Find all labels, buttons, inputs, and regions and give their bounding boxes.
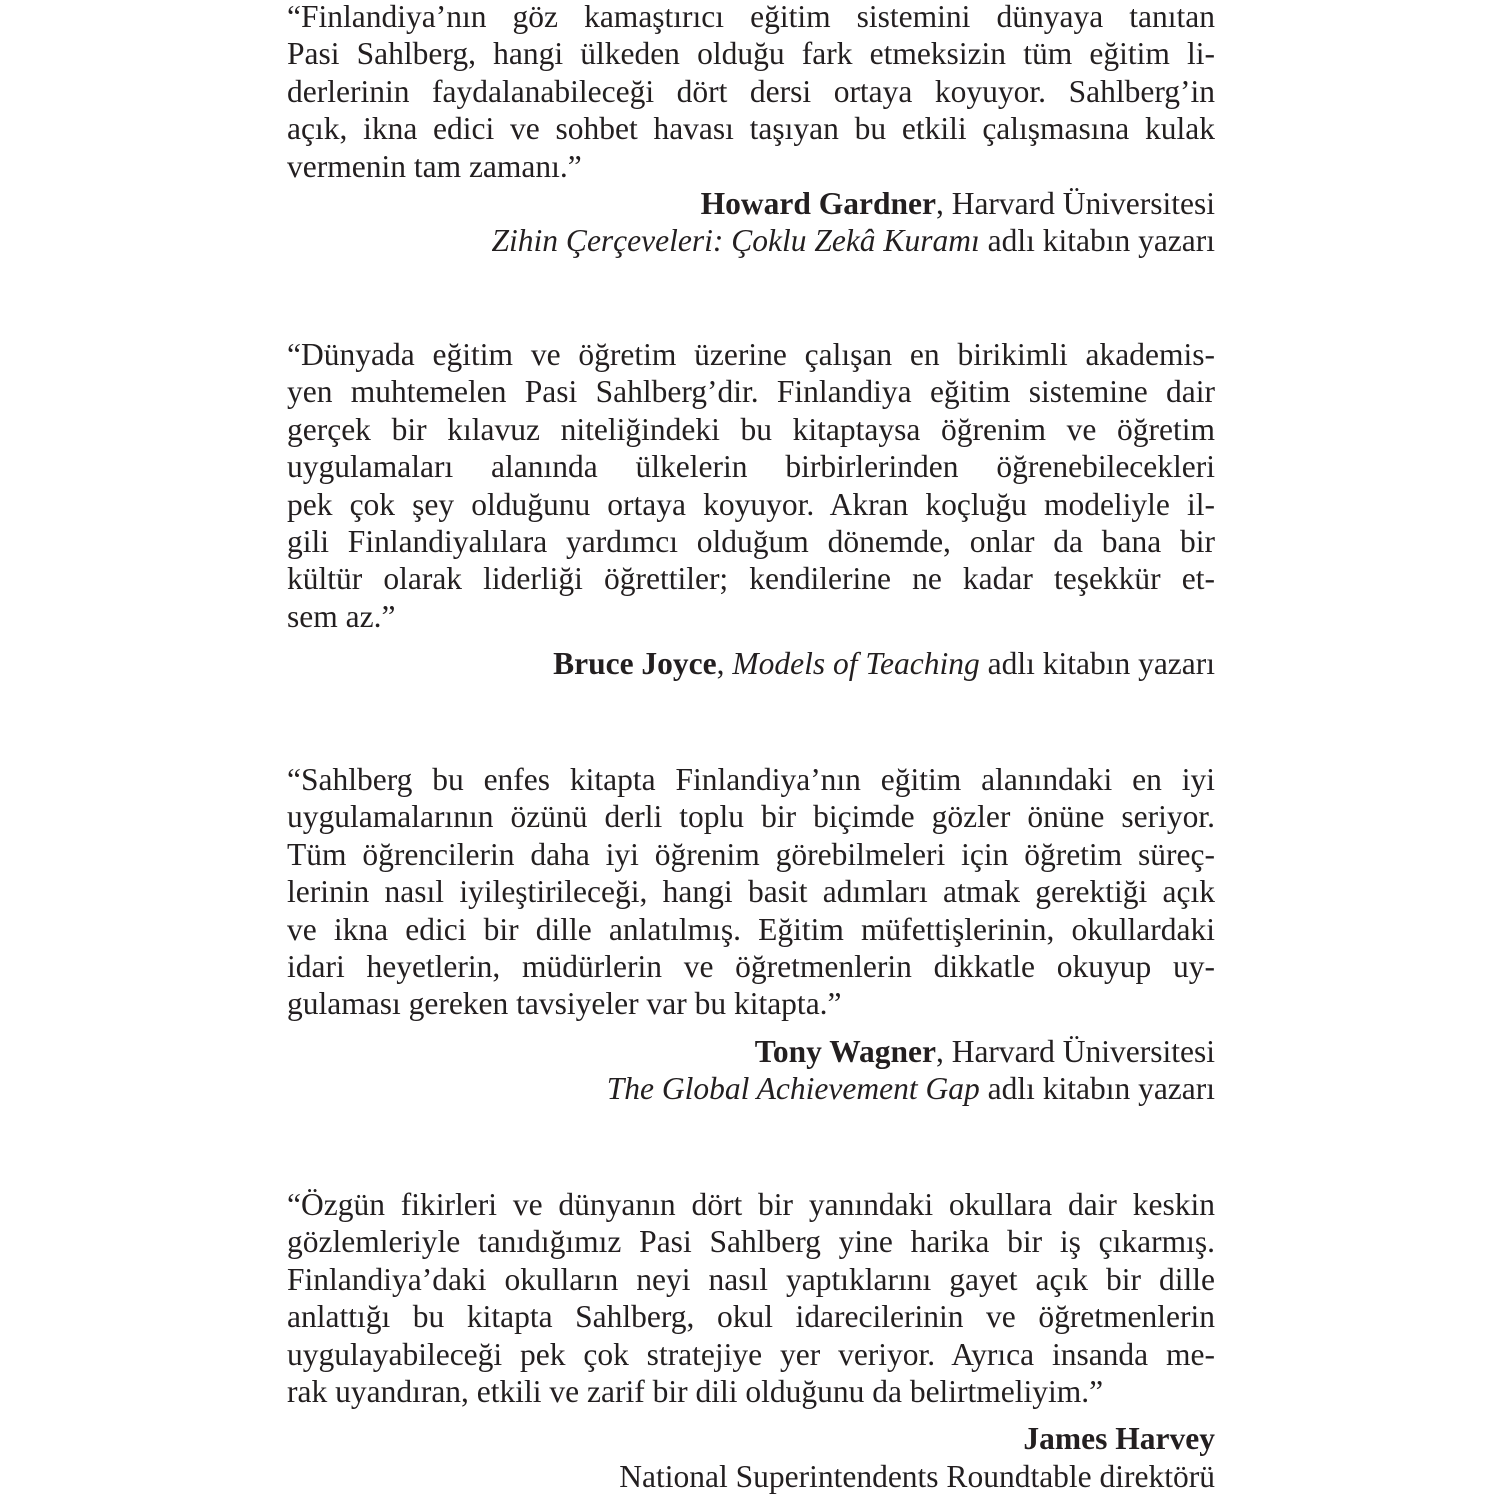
testimonial-harvey bbox=[287, 1186, 1215, 1495]
quote-line: lerinin nasıl iyileştirileceği, hangi basit adımları atmak gerektiği açık bbox=[287, 874, 1215, 910]
quote-line: derlerinin faydalanabileceği dört dersi ortaya koyuyor. Sahlberg’in bbox=[287, 73, 1215, 109]
quote-line: gili Finlandiyalılara yardımcı olduğum dönemde, onlar da bana bir bbox=[287, 523, 1215, 559]
quote-line: gerçek bir kılavuz niteliğindeki bu kitaptaysa öğrenim ve öğretim bbox=[287, 411, 1215, 447]
quote-line: uygulamaları alanında ülkelerin birbirlerinden öğrenebilecekleri bbox=[287, 449, 1215, 485]
book-credit-suffix: adlı kitabın yazarı bbox=[979, 1071, 1215, 1107]
attribution-line bbox=[287, 1420, 1215, 1457]
quote-line: gulaması gereken tavsiyeler var bu kitapta.” bbox=[287, 986, 842, 1022]
quote-line: sem az.” bbox=[287, 598, 396, 634]
author-role: National Superintendents Roundtable direktörü bbox=[619, 1458, 1215, 1494]
author-separator: , bbox=[716, 646, 733, 682]
quote-line: Pasi Sahlberg, hangi ülkeden olduğu fark etmeksizin tüm eğitim li- bbox=[287, 36, 1215, 72]
quote-line: rak uyandıran, etkili ve zarif bir dili olduğunu da belirtmeliyim.” bbox=[287, 1373, 1104, 1409]
author-affiliation: , Harvard Üniversitesi bbox=[935, 1033, 1215, 1069]
quote-line: “Sahlberg bu enfes kitapta Finlandiya’nın eğitim alanındaki en iyi bbox=[287, 762, 1215, 797]
book-title: The Global Achievement Gap bbox=[606, 1071, 980, 1107]
quote-line: pek çok şey olduğunu ortaya koyuyor. Akran koçluğu modeliyle il- bbox=[287, 486, 1215, 522]
quote-line: “Dünyada eğitim ve öğretim üzerine çalışan en birikimli akademis- bbox=[287, 337, 1215, 372]
book-credit-line bbox=[287, 1070, 1215, 1107]
author-name: Bruce Joyce bbox=[553, 646, 717, 682]
testimonial-wagner bbox=[287, 761, 1215, 1108]
book-credit-suffix: adlı kitabın yazarı bbox=[979, 223, 1215, 259]
book-credit-suffix: adlı kitabın yazarı bbox=[979, 646, 1215, 682]
testimonial-joyce bbox=[287, 336, 1215, 683]
quote-line: açık, ikna edici ve sohbet havası taşıyan bu etkili çalışmasına kulak bbox=[287, 111, 1215, 147]
quote-line: gözlemleriyle tanıdığımız Pasi Sahlberg yine harika bir iş çıkarmış. bbox=[287, 1224, 1215, 1260]
author-name: Tony Wagner bbox=[754, 1033, 936, 1069]
author-name: Howard Gardner bbox=[700, 185, 936, 221]
book-title: Models of Teaching bbox=[732, 646, 980, 682]
attribution-line bbox=[287, 645, 1215, 682]
quote-line: anlattığı bu kitapta Sahlberg, okul idarecilerinin ve öğretmenlerin bbox=[287, 1299, 1215, 1335]
book-title: Zihin Çerçeveleri: Çoklu Zekâ Kuramı bbox=[491, 223, 980, 259]
quote-line: “Finlandiya’nın göz kamaştırıcı eğitim sistemini dünyaya tanıtan bbox=[287, 0, 1215, 34]
author-name: James Harvey bbox=[1023, 1421, 1215, 1457]
quote-line: Tüm öğrencilerin daha iyi öğrenim görebilmeleri için öğretim süreç- bbox=[287, 836, 1215, 872]
quote-line: vermenin tam zamanı.” bbox=[287, 148, 582, 184]
book-credit-line bbox=[287, 222, 1215, 259]
quote-line: uygulamalarının özünü derli toplu bir biçimde gözler önüne seriyor. bbox=[287, 799, 1215, 835]
quote-line: Finlandiya’daki okulların neyi nasıl yaptıklarını gayet açık bir dille bbox=[287, 1261, 1215, 1297]
attribution-line bbox=[287, 1033, 1215, 1070]
quote-line: yen muhtemelen Pasi Sahlberg’dir. Finlandiya eğitim sistemine dair bbox=[287, 374, 1215, 410]
quote-line: “Özgün fikirleri ve dünyanın dört bir yanındaki okullara dair keskin bbox=[287, 1187, 1215, 1222]
quote-line: kültür olarak liderliği öğrettiler; kendilerine ne kadar teşekkür et- bbox=[287, 561, 1215, 597]
quote-line: uygulayabileceği pek çok stratejiye yer veriyor. Ayrıca insanda me- bbox=[287, 1336, 1215, 1372]
testimonial-gardner bbox=[287, 0, 1215, 260]
attribution-line bbox=[287, 185, 1215, 222]
quote-line: idari heyetlerin, müdürlerin ve öğretmenlerin dikkatle okuyup uy- bbox=[287, 948, 1215, 984]
author-affiliation: , Harvard Üniversitesi bbox=[935, 185, 1215, 221]
quote-line: ve ikna edici bir dille anlatılmış. Eğitim müfettişlerinin, okullardaki bbox=[287, 911, 1215, 947]
